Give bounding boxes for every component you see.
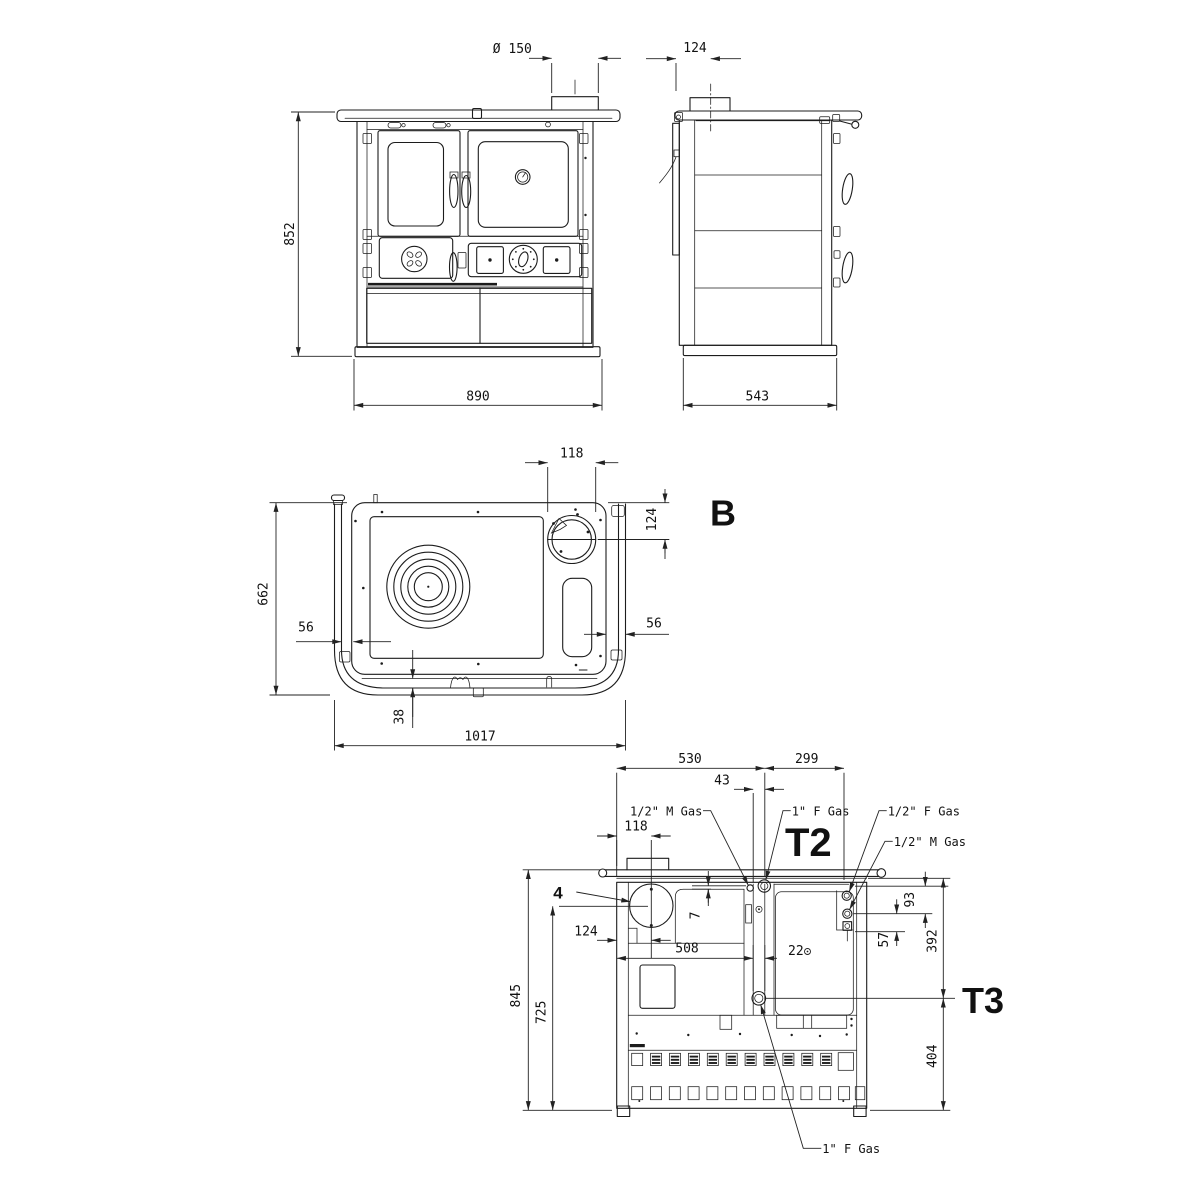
flue-pipe xyxy=(552,97,599,110)
gas-label-f-one-top: 1" F Gas xyxy=(791,804,850,819)
dim-top-left-gap: 56 xyxy=(298,620,314,636)
front-view xyxy=(283,42,621,411)
dim-rear-gas-span: 508 xyxy=(675,941,699,957)
door-handle xyxy=(462,176,471,208)
gas-connection-f-one-bottom xyxy=(752,992,766,1006)
view-label-t2: T2 xyxy=(785,821,832,865)
stove-body-front xyxy=(357,122,593,348)
top-plate xyxy=(352,503,606,675)
latch-handle xyxy=(450,253,458,282)
gas-label-f-one-bottom: 1" F Gas xyxy=(822,1142,881,1156)
base-plinth-side xyxy=(683,345,836,355)
control-panel xyxy=(468,243,581,276)
flue-collar xyxy=(627,858,669,870)
item-label-4: 4 xyxy=(553,883,563,903)
burner-cover xyxy=(563,578,592,656)
dim-rear-right-span: 299 xyxy=(794,752,819,767)
dim-top-depth: 662 xyxy=(256,582,272,606)
dim-rear-lower-zone: 404 xyxy=(925,1044,941,1069)
gas-label-f-half-right: 1/2" F Gas xyxy=(887,804,960,819)
dim-rear-gas-gap: 22 xyxy=(788,944,804,959)
rear-view xyxy=(509,752,1004,1156)
cable xyxy=(660,157,677,183)
damper-lever xyxy=(433,123,446,129)
door-handle xyxy=(450,175,458,208)
ash-door xyxy=(379,238,452,279)
cooktop-plate xyxy=(370,517,543,659)
dim-rear-conn-mid: 57 xyxy=(877,931,892,948)
firebox-door xyxy=(378,131,460,237)
dim-top-front-gap: 38 xyxy=(392,708,408,725)
rail-end-cap xyxy=(877,869,886,878)
dim-rear-gas-offset: 43 xyxy=(714,773,730,789)
dim-rear-upper-zone: 392 xyxy=(925,929,941,953)
oven-door xyxy=(468,131,578,237)
air-control-knob xyxy=(402,246,427,271)
dim-rear-flue-center: 124 xyxy=(574,924,598,940)
foot xyxy=(854,1106,866,1117)
dim-rear-flue-height: 725 xyxy=(534,1000,550,1025)
towel-rail-outer xyxy=(335,504,626,695)
top-view xyxy=(257,446,737,750)
towel-rail-inner xyxy=(342,504,619,688)
cleanout-door xyxy=(640,965,675,1008)
dim-side-depth: 543 xyxy=(745,389,770,405)
dim-top-right-gap: 56 xyxy=(646,616,662,632)
gas-connection-f-half xyxy=(842,891,851,900)
side-handle xyxy=(840,251,854,283)
gas-label-m-half-right: 1/2" M Gas xyxy=(893,835,966,849)
flue-pipe-side xyxy=(690,98,730,111)
base-plinth xyxy=(355,347,600,357)
dim-top-width: 1017 xyxy=(464,729,496,745)
gas-connection-m-half-right xyxy=(843,909,852,918)
dim-rear-total-height: 845 xyxy=(509,983,524,1008)
dim-top-flue-offset: 124 xyxy=(645,507,660,532)
dim-front-height: 852 xyxy=(283,222,298,246)
wood-drawer xyxy=(367,288,592,343)
gas-label-m-half-top: 1/2" M Gas xyxy=(630,804,703,819)
dim-rear-lip: 7 xyxy=(688,911,704,920)
dim-flue-diameter: Ø 150 xyxy=(492,42,532,57)
dim-rear-left-span: 530 xyxy=(678,752,702,767)
dim-rear-conn-top: 93 xyxy=(903,891,918,908)
dim-rear-flue-width: 118 xyxy=(624,819,648,835)
dim-side-flue-offset: 124 xyxy=(683,41,707,56)
rear-heat-shield xyxy=(673,123,680,255)
stove-body-side xyxy=(679,120,831,345)
side-view xyxy=(646,41,862,411)
dim-top-flue-width: 118 xyxy=(559,446,584,462)
side-handle xyxy=(840,173,854,205)
dim-front-width: 890 xyxy=(466,389,490,405)
view-label-t3: T3 xyxy=(962,980,1005,1021)
gas-connection-f-one xyxy=(758,880,770,892)
rail-end-cap xyxy=(852,121,859,128)
foot xyxy=(617,1106,629,1117)
view-label-b: B xyxy=(710,492,736,534)
damper-lever xyxy=(388,123,401,129)
stove-body-rear xyxy=(617,882,867,1108)
gas-connection-m-half xyxy=(747,885,753,891)
